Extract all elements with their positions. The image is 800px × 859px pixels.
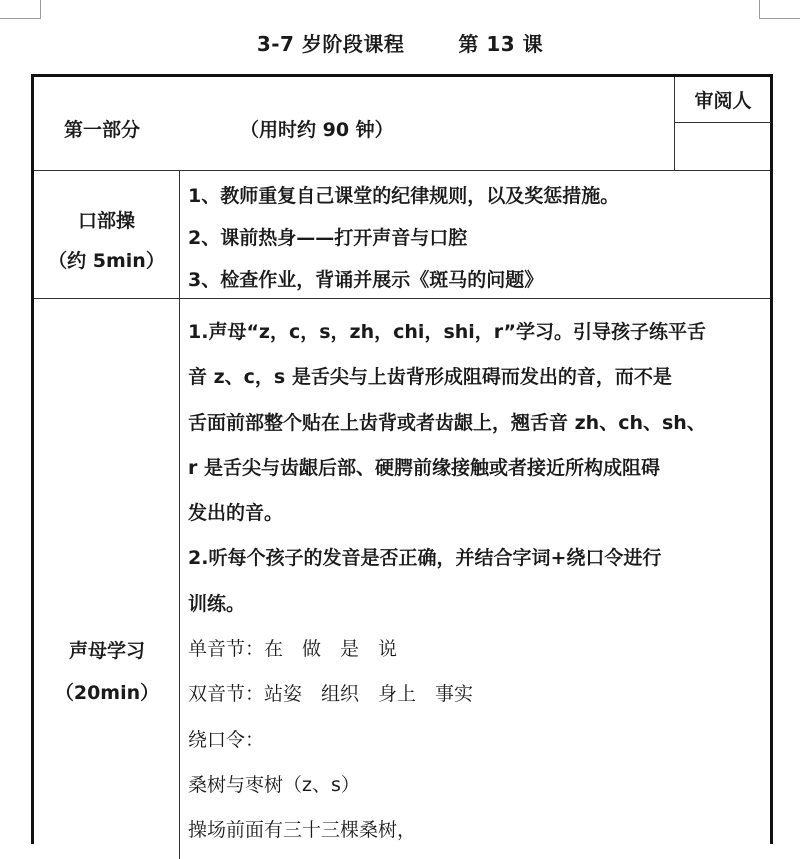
reviewer-label: 审阅人	[675, 77, 771, 123]
section-label: 口部操	[77, 210, 135, 232]
lesson-table	[31, 74, 773, 844]
content-line: 操场前面有三十三棵桑树，	[188, 819, 417, 842]
content-line: 1.声母“z，c，s，zh，chi，shi，r”学习。引导孩子练平舌	[188, 321, 707, 343]
content-line: 桑树与枣树（z、s）	[188, 773, 360, 796]
content-line: 3、检查作业，背诵并展示《斑马的问题》	[188, 269, 544, 291]
section-duration: （约 5min）	[48, 250, 165, 272]
content-line: 2、课前热身——打开声音与口腔	[188, 227, 468, 249]
reviewer-cell	[674, 77, 770, 171]
document-title	[0, 28, 800, 57]
content-line: 1、教师重复自己课堂的纪律规则，以及奖惩措施。	[188, 185, 620, 207]
part-header-row	[34, 77, 770, 171]
section-row-mouth-exercise	[34, 171, 770, 299]
content-line: 2.听每个孩子的发音是否正确，并结合字词+绕口令进行	[188, 547, 662, 570]
section-row-initials	[34, 299, 770, 859]
course-title: 3-7 岁阶段课程	[256, 32, 405, 56]
part-title: 第一部分	[64, 119, 141, 141]
section-label: 声母学习	[68, 640, 145, 662]
reviewer-signature-field[interactable]	[675, 123, 771, 171]
section-content-cell	[180, 171, 770, 298]
page-corner-mark-left	[0, 0, 41, 19]
content-line: 双音节：站姿 组织 身上 事实	[188, 683, 474, 706]
content-line: 单音节：在 做 是 说	[188, 638, 398, 661]
part-duration: （用时约 90 钟）	[240, 119, 394, 141]
content-line: r 是舌尖与齿龈后部、硬腭前缘接触或者接近所构成阻碍	[188, 456, 660, 479]
page-corner-mark-right	[759, 0, 800, 19]
content-line: 发出的音。	[188, 502, 284, 525]
section-duration: （20min）	[54, 682, 160, 704]
section-content-cell	[180, 299, 770, 859]
section-label-cell	[34, 171, 180, 298]
lesson-number: 第 13 课	[458, 32, 544, 56]
content-line: 舌面前部整个贴在上齿背或者齿龈上，翘舌音 zh、ch、sh、	[188, 411, 706, 434]
content-line: 音 z、c，s 是舌尖与上齿背形成阻碍而发出的音，而不是	[188, 366, 672, 389]
content-line: 训练。	[188, 592, 246, 615]
content-line: 绕口令：	[188, 728, 265, 751]
section-label-cell	[34, 299, 180, 859]
